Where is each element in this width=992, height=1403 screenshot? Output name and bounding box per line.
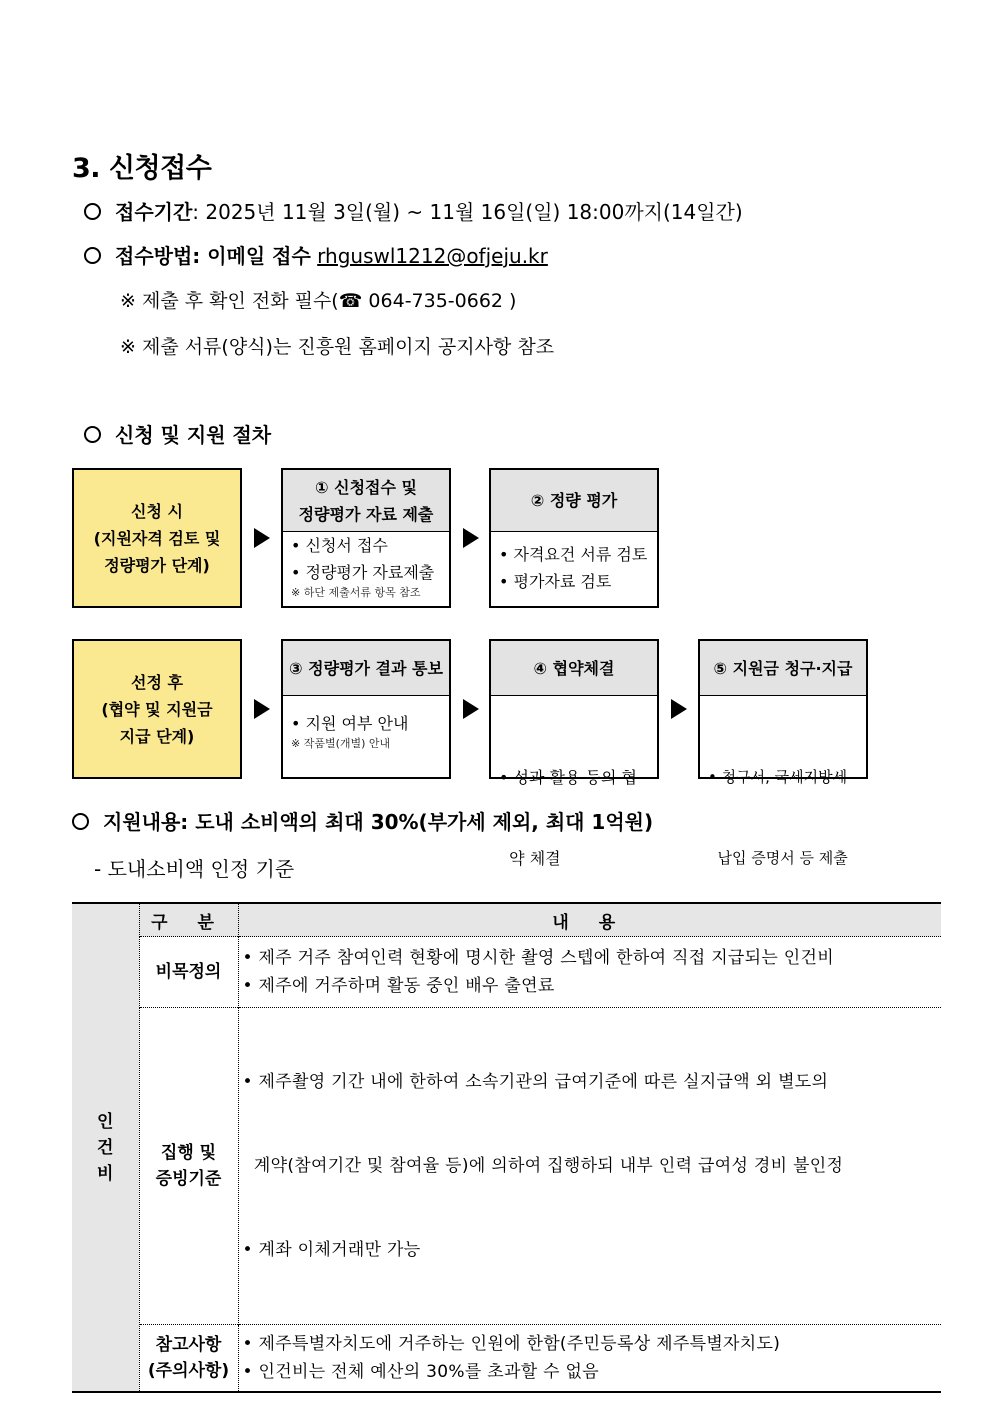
support-sub: - 도내소비액 인정 기준 — [94, 857, 295, 881]
support-label: 지원내용 — [103, 810, 181, 834]
step-1-note: ※ 하단 제출서류 항목 참조 — [291, 586, 421, 599]
row-content — [238, 1008, 941, 1325]
note-phone: ※ 제출 후 확인 전화 필수(☎ 064-735-0662 ) — [120, 290, 517, 312]
step-1-item: • 정량평가 자료제출 — [291, 563, 435, 582]
step-5-head: ⑤ 지원금 청구·지급 — [700, 641, 866, 696]
circle-bullet-icon — [84, 203, 101, 220]
category-text: 증빙기준 — [155, 1169, 222, 1189]
step-5-item: • 청구서, 국세지방세 — [708, 768, 848, 786]
side-char: 건 — [97, 1137, 114, 1158]
stage-selected-line2: (협약 및 지원금 — [101, 699, 213, 719]
period-line — [84, 196, 743, 225]
content-line: • 제주 거주 참여인력 현황에 명시한 촬영 스텝에 한하여 직접 지급되는 인건비 — [242, 948, 834, 968]
category-text: 집행 및 — [160, 1143, 217, 1163]
arrow-right-icon — [671, 699, 687, 719]
content-line: • 인건비는 전체 예산의 30%를 초과할 수 없음 — [242, 1362, 599, 1382]
support-value: : 도내 소비액의 최대 30%(부가세 제외, 최대 1억원) — [180, 810, 654, 834]
section-title: 3. 신청접수 — [72, 153, 212, 184]
side-char: 비 — [97, 1163, 114, 1184]
arrow-right-icon — [463, 699, 479, 719]
step-3-head: ③ 정량평가 결과 통보 — [283, 641, 449, 696]
circle-bullet-icon — [72, 813, 89, 830]
procedure-title: 신청 및 지원 절차 — [115, 423, 272, 447]
stage-selected-line1: 선정 후 — [131, 672, 183, 692]
step-2-item: • 자격요건 서류 검토 — [499, 545, 648, 564]
step-1-box — [281, 468, 451, 608]
arrow-right-icon — [254, 699, 270, 719]
row-category — [139, 1325, 238, 1393]
step-4-item: • 성과 활용 등의 협 — [499, 768, 637, 787]
stage-apply-box — [72, 468, 242, 608]
support-line — [72, 806, 653, 835]
header-category: 구 분 — [139, 903, 238, 937]
content-line: • 제주에 거주하며 활동 중인 배우 출연료 — [242, 976, 555, 996]
step-2-head: ② 정량 평가 — [491, 470, 657, 532]
arrow-right-icon — [463, 528, 479, 548]
category-text: 비목정의 — [155, 962, 222, 982]
step-1-head — [283, 470, 449, 532]
step-1-head-line1: ① 신청접수 및 — [315, 477, 417, 497]
method-line — [84, 240, 548, 269]
stage-selected-box — [72, 639, 242, 779]
category-text: 참고사항 — [155, 1335, 222, 1355]
step-1-head-line2: 정량평가 자료 제출 — [298, 504, 434, 524]
circle-bullet-icon — [84, 247, 101, 264]
side-char: 인 — [97, 1111, 114, 1132]
row-category — [139, 937, 238, 1008]
period-label: 접수기간 — [115, 200, 193, 224]
category-text: (주의사항) — [147, 1361, 230, 1381]
row-content — [238, 1325, 941, 1393]
step-2-box — [489, 468, 659, 608]
row-category — [139, 1008, 238, 1325]
stage-selected-line3: 지급 단계) — [119, 726, 195, 746]
content-line: 계약(참여기간 및 참여율 등)에 의하여 집행하되 내부 인력 급여성 경비 불인정 — [242, 1156, 844, 1176]
step-3-box — [281, 639, 451, 779]
labor-cost-table — [72, 902, 941, 1393]
circle-bullet-icon — [84, 426, 101, 443]
table-side-label — [72, 903, 139, 1392]
row-content — [238, 937, 941, 1008]
note-documents: ※ 제출 서류(양식)는 진흥원 홈페이지 공지사항 참조 — [120, 336, 555, 358]
content-line: • 제주특별자치도에 거주하는 인원에 한함(주민등록상 제주특별자치도) — [242, 1334, 781, 1354]
method-label: 접수방법 — [115, 244, 193, 268]
step-4-item: 약 체결 — [499, 849, 561, 868]
period-value: : 2025년 11월 3일(월) ~ 11월 16일(일) 18:00까지(14일간) — [192, 200, 743, 224]
step-4-box — [489, 639, 659, 868]
method-value: : 이메일 접수 — [192, 244, 311, 268]
step-3-note: ※ 작품별(개별) 안내 — [291, 737, 391, 750]
content-line: • 계좌 이체거래만 가능 — [242, 1240, 421, 1260]
step-5-box — [698, 639, 868, 867]
step-4-head: ④ 협약체결 — [491, 641, 657, 696]
email-link[interactable]: rhguswl1212@ofjeju.kr — [317, 244, 548, 268]
content-line: • 제주촬영 기간 내에 한하여 소속기관의 급여기준에 따른 실지급액 외 별도의 — [242, 1072, 829, 1092]
stage-apply-line1: 신청 시 — [131, 501, 183, 521]
arrow-right-icon — [254, 528, 270, 548]
step-3-item: • 지원 여부 안내 — [291, 714, 409, 733]
step-2-item: • 평가자료 검토 — [499, 572, 612, 591]
procedure-title-line — [84, 419, 271, 448]
step-1-item: • 신청서 접수 — [291, 536, 388, 555]
stage-apply-line3: 정량평가 단계) — [104, 555, 210, 575]
step-5-item: 납입 증명서 등 제출 — [708, 849, 848, 867]
header-content: 내 용 — [238, 903, 941, 937]
stage-apply-line2: (지원자격 검토 및 — [93, 528, 221, 548]
